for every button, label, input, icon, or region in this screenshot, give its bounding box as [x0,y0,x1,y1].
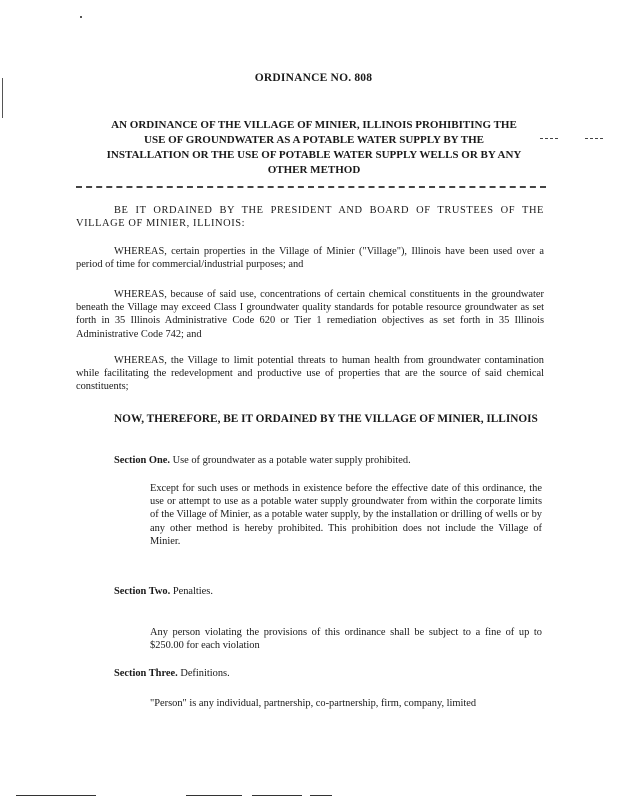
section-one-body: Except for such uses or methods in existence before the effective date of this ordinance, the use or attempt to use as a potable water supply groundwater from within the corporate limits of the Village of Minier, as a potable water supply, by the installation or drilling of wells or by any other method is hereby prohibited. This prohibition does not include the Village of Minier. [150,483,542,547]
scan-mark [2,78,3,118]
section-two-body: Any person violating the provisions of this ordinance shall be subject to a fine of up to $250.00 for each violation [150,627,542,652]
whereas-paragraph: WHEREAS, the Village to limit potential threats to human health from groundwater contamination while facilitating the redevelopment and productive use of properties that are the source of said chemical constituents; [76,355,544,393]
footer-scan-rule [252,795,302,796]
section-label: Section One. [114,455,170,466]
heading-divider [76,186,546,188]
ordained-intro: BE IT ORDAINED BY THE PRESIDENT AND BOARD OF TRUSTEES OF THE VILLAGE OF MINIER, ILLINOIS: [76,205,544,230]
footer-scan-rule [186,795,242,796]
footer-scan-rule [16,795,96,796]
section-heading-text: Penalties. [172,586,213,597]
whereas-paragraph: WHEREAS, because of said use, concentrations of certain chemical constituents in the groundwater beneath the Village may exceed Class I groundwater quality standards for potable resource groundwater as set forth in 35 Illinois Administrative Code 620 or Tier 1 remediation objectives as set forth in 35 Illinois Administrative Code 742; and [76,289,544,340]
subtitle-line: INSTALLATION OR THE USE OF POTABLE WATER SUPPLY WELLS OR BY ANY [106,149,522,161]
now-therefore-heading: NOW, THEREFORE, BE IT ORDAINED BY THE VILLAGE OF MINIER, ILLINOIS [114,413,538,425]
section-three-body: "Person" is any individual, partnership, co-partnership, firm, company, limited [150,698,477,709]
whereas-paragraph: WHEREAS, certain properties in the Village of Minier ("Village"), Illinois have been used over a period of time for commercial/industrial purposes; and [76,246,544,271]
ordinance-subtitle [70,118,558,178]
scan-dash [585,138,603,139]
subtitle-line: AN ORDINANCE OF THE VILLAGE OF MINIER, ILLINOIS PROHIBITING THE [111,119,517,131]
section-heading-text: Definitions. [180,668,230,679]
ordinance-title: ORDINANCE NO. 808 [254,72,373,84]
footer-scan-rule [310,795,332,796]
scan-mark [80,16,82,18]
section-label: Section Three. [114,668,178,679]
section-heading-text: Use of groundwater as a potable water supply prohibited. [172,455,411,466]
section-one-heading [114,455,544,466]
subtitle-line: USE OF GROUNDWATER AS A POTABLE WATER SUPPLY BY THE [144,134,484,146]
section-label: Section Two. [114,586,171,597]
subtitle-line: OTHER METHOD [267,164,361,176]
section-two-heading [114,586,544,597]
section-three-heading [114,668,544,679]
